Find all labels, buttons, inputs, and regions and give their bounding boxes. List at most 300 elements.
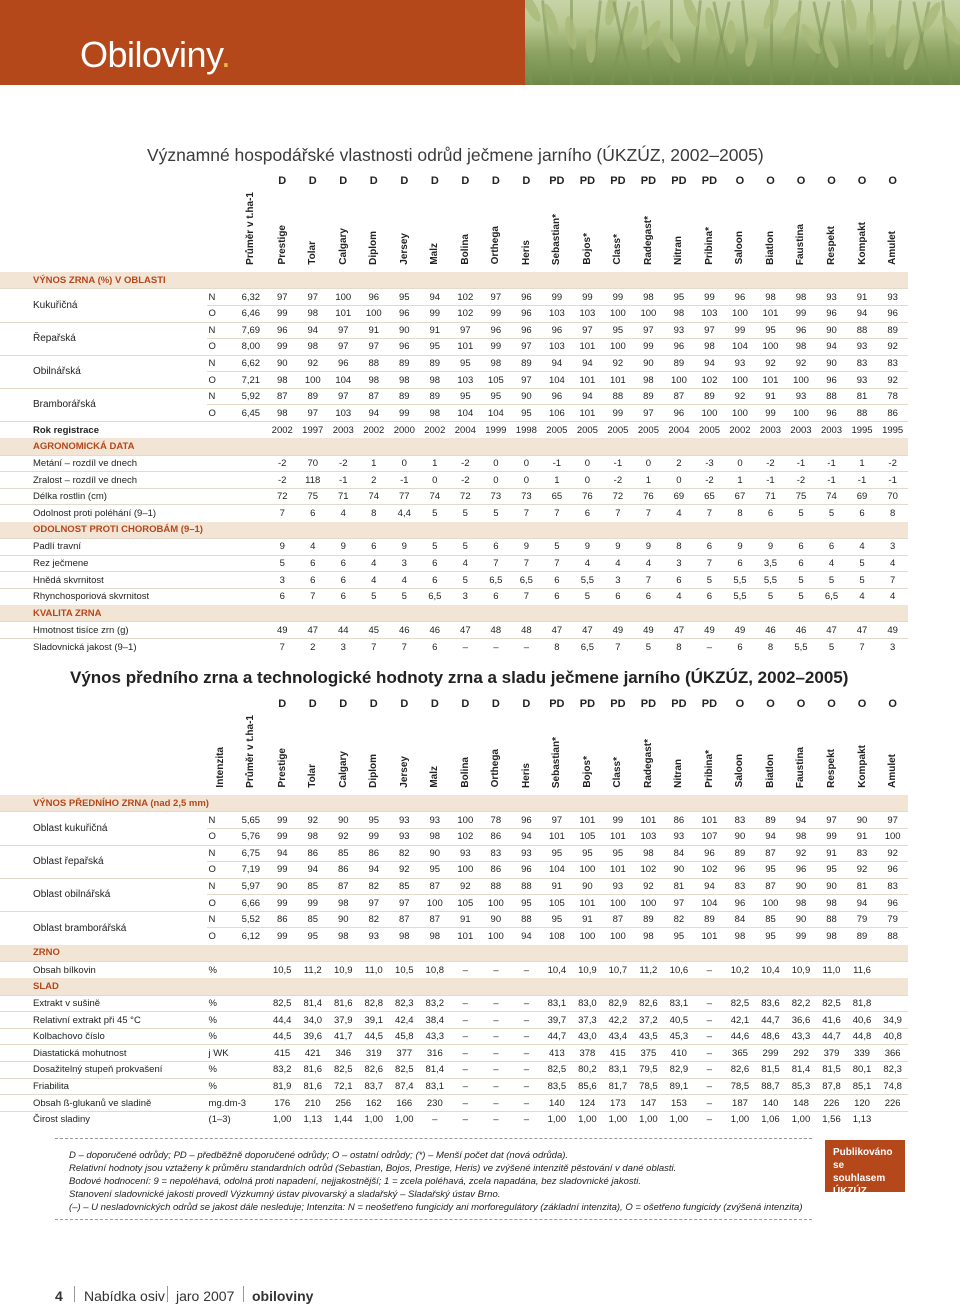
- value-cell: 7: [389, 639, 420, 656]
- value-cell: 72: [267, 488, 298, 505]
- value-cell: 91: [847, 289, 878, 306]
- blank-cell: [235, 995, 267, 1012]
- value-cell: 43,3: [786, 1028, 817, 1045]
- value-cell: 1,00: [664, 1111, 695, 1128]
- category-code: PD: [640, 698, 657, 710]
- intensity-code: N: [207, 388, 235, 405]
- blank-cell: [207, 639, 235, 656]
- footer-divider: [167, 1286, 168, 1302]
- variety-header: [786, 192, 817, 272]
- value-cell: 98: [267, 372, 298, 389]
- value-cell: –: [450, 995, 481, 1012]
- blank-cell: [235, 505, 267, 522]
- value-cell: 118: [297, 472, 328, 489]
- value-cell: 96: [877, 895, 908, 912]
- value-cell: 91: [420, 322, 451, 339]
- value-cell: 5: [481, 505, 512, 522]
- value-cell: 100: [664, 372, 695, 389]
- value-cell: –: [481, 1062, 512, 1079]
- value-cell: 98: [328, 928, 359, 945]
- row-label: Kolbachovo číslo: [0, 1028, 207, 1045]
- value-cell: 96: [816, 405, 847, 422]
- average-value: 5,52: [235, 911, 267, 928]
- value-cell: 5,5: [572, 572, 603, 589]
- value-cell: 49: [633, 622, 664, 639]
- header-average: [235, 192, 267, 272]
- value-cell: 94: [847, 305, 878, 322]
- section-title: AGRONOMICKÁ DATA: [0, 438, 908, 455]
- value-cell: 82,5: [267, 995, 298, 1012]
- average-value: 6,45: [235, 405, 267, 422]
- value-cell: 10,5: [267, 962, 298, 979]
- value-cell: 102: [694, 862, 725, 879]
- variety-name: Kompakt: [856, 222, 868, 265]
- category-code: D: [522, 698, 531, 710]
- value-cell: 45: [359, 622, 390, 639]
- value-cell: 82,5: [816, 995, 847, 1012]
- row-label: Zralost – rozdíl ve dnech: [0, 472, 207, 489]
- value-cell: 1,00: [786, 1111, 817, 1128]
- value-cell: –: [511, 995, 542, 1012]
- value-cell: 89,1: [664, 1078, 695, 1095]
- value-cell: 46: [389, 622, 420, 639]
- value-cell: –: [450, 1028, 481, 1045]
- value-cell: 6,5: [511, 572, 542, 589]
- value-cell: 81,4: [297, 995, 328, 1012]
- category-code: O: [827, 175, 836, 187]
- value-cell: 3: [877, 639, 908, 656]
- value-cell: 85: [755, 911, 786, 928]
- value-cell: 83,2: [267, 1062, 298, 1079]
- value-cell: 0: [481, 472, 512, 489]
- value-cell: 96: [511, 862, 542, 879]
- table-row: [0, 812, 908, 829]
- row-label: Diastatická mohutnost: [0, 1045, 207, 1062]
- value-cell: 83,1: [420, 1078, 451, 1095]
- value-cell: 6: [816, 539, 847, 556]
- average-value: 6,62: [235, 355, 267, 372]
- value-cell: 97: [328, 339, 359, 356]
- blank-cell: [235, 962, 267, 979]
- table-row: [0, 878, 908, 895]
- variety-header: [267, 192, 298, 272]
- value-cell: 102: [450, 289, 481, 306]
- header-categories: [0, 170, 908, 192]
- value-cell: 93: [786, 388, 817, 405]
- value-cell: 0: [572, 472, 603, 489]
- average-value: 6,75: [235, 845, 267, 862]
- value-cell: 37,2: [633, 1012, 664, 1029]
- variety-name: Amulet: [887, 753, 899, 788]
- value-cell: 4: [847, 539, 878, 556]
- value-cell: 94: [420, 289, 451, 306]
- value-cell: 75: [786, 488, 817, 505]
- value-cell: 72,1: [328, 1078, 359, 1095]
- unit-cell: %: [207, 1012, 235, 1029]
- value-cell: 98: [816, 928, 847, 945]
- value-cell: 91: [359, 322, 390, 339]
- intensity-code: N: [207, 911, 235, 928]
- value-cell: 87: [420, 911, 451, 928]
- row-label: Čirost sladiny: [0, 1111, 207, 1128]
- value-cell: 100: [603, 895, 634, 912]
- value-cell: 5: [847, 572, 878, 589]
- value-cell: 101: [572, 895, 603, 912]
- blank-cell: [207, 572, 235, 589]
- value-cell: 10,4: [542, 962, 573, 979]
- value-cell: 70: [297, 455, 328, 472]
- value-cell: 101: [603, 828, 634, 845]
- value-cell: 71: [755, 488, 786, 505]
- table-row: [0, 588, 908, 605]
- value-cell: 5: [847, 555, 878, 572]
- category-code: D: [491, 175, 500, 187]
- unit-cell: j WK: [207, 1045, 235, 1062]
- value-cell: 86: [297, 845, 328, 862]
- value-cell: 96: [664, 405, 695, 422]
- value-cell: 6: [694, 588, 725, 605]
- table-row: [0, 1028, 908, 1045]
- value-cell: 339: [847, 1045, 878, 1062]
- category-code: D: [308, 698, 317, 710]
- category-code: PD: [701, 698, 718, 710]
- value-cell: -2: [328, 455, 359, 472]
- value-cell: 82,5: [389, 1062, 420, 1079]
- variety-name: Malz: [429, 766, 441, 788]
- header-blank: [0, 170, 207, 192]
- value-cell: 6: [267, 588, 298, 605]
- value-cell: 93: [603, 878, 634, 895]
- variety-name: Prestige: [276, 748, 288, 788]
- value-cell: 8: [725, 505, 756, 522]
- value-cell: 95: [542, 911, 573, 928]
- value-cell: 3: [603, 572, 634, 589]
- value-cell: 44,7: [816, 1028, 847, 1045]
- unit-cell: (1–3): [207, 1111, 235, 1128]
- table-row: [0, 639, 908, 656]
- value-cell: 99: [267, 339, 298, 356]
- value-cell: 83,1: [664, 995, 695, 1012]
- value-cell: –: [694, 1045, 725, 1062]
- value-cell: 75: [297, 488, 328, 505]
- value-cell: 6: [603, 588, 634, 605]
- value-cell: 82: [664, 911, 695, 928]
- value-cell: 8: [359, 505, 390, 522]
- value-cell: 2003: [328, 422, 359, 439]
- unit-cell: %: [207, 1078, 235, 1095]
- value-cell: 82,3: [877, 1062, 908, 1079]
- variety-header: [481, 715, 512, 795]
- value-cell: 2002: [267, 422, 298, 439]
- value-cell: 4: [877, 555, 908, 572]
- value-cell: 101: [572, 372, 603, 389]
- value-cell: 99: [389, 405, 420, 422]
- average-value: 7,21: [235, 372, 267, 389]
- unit-cell: %: [207, 962, 235, 979]
- value-cell: –: [694, 1062, 725, 1079]
- value-cell: 415: [603, 1045, 634, 1062]
- value-cell: 47: [297, 622, 328, 639]
- category-code: D: [430, 698, 439, 710]
- value-cell: 100: [450, 862, 481, 879]
- value-cell: 83,5: [542, 1078, 573, 1095]
- value-cell: 88: [603, 388, 634, 405]
- value-cell: 44,7: [542, 1028, 573, 1045]
- value-cell: 7: [297, 588, 328, 605]
- value-cell: 87: [359, 388, 390, 405]
- value-cell: 97: [328, 322, 359, 339]
- header-average: [235, 715, 267, 795]
- header-blank: [0, 715, 207, 795]
- average-value: 5,97: [235, 878, 267, 895]
- variety-name: Class*: [612, 757, 624, 788]
- value-cell: 79: [847, 911, 878, 928]
- value-cell: 7: [542, 505, 573, 522]
- value-cell: 97: [359, 895, 390, 912]
- value-cell: -2: [877, 455, 908, 472]
- value-cell: 1,00: [389, 1111, 420, 1128]
- value-cell: 87: [755, 878, 786, 895]
- value-cell: 46: [786, 622, 817, 639]
- value-cell: 11,2: [633, 962, 664, 979]
- variety-name: Orthega: [490, 749, 502, 788]
- value-cell: 74,8: [877, 1078, 908, 1095]
- value-cell: 6: [328, 588, 359, 605]
- blank-cell: [235, 555, 267, 572]
- average-label: Průměr v t.ha-1: [245, 715, 257, 788]
- value-cell: 97: [664, 895, 695, 912]
- value-cell: 92: [786, 355, 817, 372]
- value-cell: 2: [297, 639, 328, 656]
- value-cell: 98: [725, 928, 756, 945]
- value-cell: 87,8: [816, 1078, 847, 1095]
- value-cell: 100: [633, 895, 664, 912]
- value-cell: 98: [786, 895, 817, 912]
- value-cell: 83: [725, 812, 756, 829]
- value-cell: 95: [755, 928, 786, 945]
- table-row: [0, 488, 908, 505]
- value-cell: 82,6: [725, 1062, 756, 1079]
- blank-cell: [207, 539, 235, 556]
- variety-name: Bojos*: [581, 233, 593, 265]
- table-row: [0, 555, 908, 572]
- footer-issue: jaro 2007: [176, 1288, 235, 1304]
- value-cell: 103: [450, 372, 481, 389]
- value-cell: 83: [847, 845, 878, 862]
- value-cell: 101: [572, 405, 603, 422]
- value-cell: 65: [542, 488, 573, 505]
- value-cell: 1,00: [633, 1111, 664, 1128]
- value-cell: 5: [572, 588, 603, 605]
- value-cell: 98: [664, 305, 695, 322]
- table-row: [0, 572, 908, 589]
- value-cell: 85: [297, 911, 328, 928]
- variety-name: Radegast*: [642, 738, 654, 788]
- value-cell: 95: [816, 862, 847, 879]
- intensity-code: N: [207, 289, 235, 306]
- variety-name: Pribina*: [703, 750, 715, 788]
- category-code: D: [430, 175, 439, 187]
- value-cell: 103: [633, 828, 664, 845]
- value-cell: 77: [389, 488, 420, 505]
- value-cell: 7: [603, 505, 634, 522]
- value-cell: 49: [725, 622, 756, 639]
- intensity-code: O: [207, 828, 235, 845]
- value-cell: 78: [481, 812, 512, 829]
- value-cell: 187: [725, 1095, 756, 1112]
- variety-header: [389, 715, 420, 795]
- row-label: Padlí travní: [0, 539, 207, 556]
- variety-header: [755, 192, 786, 272]
- value-cell: 101: [572, 812, 603, 829]
- value-cell: 0: [664, 472, 695, 489]
- row-label: Metání – rozdíl ve dnech: [0, 455, 207, 472]
- variety-name: Bojos*: [581, 756, 593, 788]
- value-cell: 3: [877, 539, 908, 556]
- value-cell: 69: [847, 488, 878, 505]
- value-cell: 7: [267, 639, 298, 656]
- variety-name: Malz: [429, 243, 441, 265]
- value-cell: 124: [572, 1095, 603, 1112]
- value-cell: 1,56: [816, 1111, 847, 1128]
- value-cell: 95: [511, 895, 542, 912]
- value-cell: 89: [877, 322, 908, 339]
- category-code: D: [339, 175, 348, 187]
- value-cell: 48,6: [755, 1028, 786, 1045]
- average-value: 6,32: [235, 289, 267, 306]
- value-cell: 173: [603, 1095, 634, 1112]
- value-cell: 104: [694, 895, 725, 912]
- value-cell: 99: [786, 928, 817, 945]
- value-cell: 97: [297, 405, 328, 422]
- variety-name: Heris: [520, 239, 532, 265]
- value-cell: 100: [603, 305, 634, 322]
- variety-header: [328, 192, 359, 272]
- value-cell: -1: [786, 455, 817, 472]
- value-cell: 39,7: [542, 1012, 573, 1029]
- category-code: PD: [610, 698, 626, 710]
- average-value: 5,92: [235, 388, 267, 405]
- area-name: Bramborářská: [0, 388, 207, 421]
- value-cell: 46: [420, 622, 451, 639]
- value-cell: 90: [847, 812, 878, 829]
- value-cell: 5: [755, 588, 786, 605]
- category-code: D: [400, 698, 409, 710]
- intensity-code: O: [207, 928, 235, 945]
- value-cell: 7: [633, 572, 664, 589]
- value-cell: 41,7: [328, 1028, 359, 1045]
- row-label: Hmotnost tisíce zrn (g): [0, 622, 207, 639]
- value-cell: 94: [267, 845, 298, 862]
- blank-cell: [235, 639, 267, 656]
- value-cell: 97: [542, 812, 573, 829]
- value-cell: 45,3: [664, 1028, 695, 1045]
- value-cell: 93: [359, 928, 390, 945]
- value-cell: -2: [267, 455, 298, 472]
- value-cell: 100: [694, 405, 725, 422]
- value-cell: 93: [389, 812, 420, 829]
- value-cell: –: [511, 962, 542, 979]
- value-cell: 44,8: [847, 1028, 878, 1045]
- value-cell: 94: [511, 928, 542, 945]
- value-cell: –: [481, 639, 512, 656]
- value-cell: 86: [481, 862, 512, 879]
- value-cell: 89: [847, 928, 878, 945]
- value-cell: 96: [786, 322, 817, 339]
- value-cell: –: [450, 962, 481, 979]
- value-cell: 91: [755, 388, 786, 405]
- value-cell: 104: [542, 372, 573, 389]
- value-cell: 94: [847, 895, 878, 912]
- value-cell: 94: [297, 862, 328, 879]
- area-name: Obilnářská: [0, 355, 207, 388]
- value-cell: 98: [420, 372, 451, 389]
- value-cell: 87: [755, 845, 786, 862]
- value-cell: 2002: [725, 422, 756, 439]
- variety-name: Calgary: [337, 751, 349, 788]
- value-cell: 108: [542, 928, 573, 945]
- category-code: O: [888, 698, 897, 710]
- value-cell: 7: [511, 555, 542, 572]
- variety-header: [297, 715, 328, 795]
- footnote-line: Bodové hodnocení: 9 = nepoléhavá, odolná proti napadení, nejjakostnější; 1 = zcela poléhavá, zcela napadána, bez sladovnické jakosti.: [69, 1176, 641, 1187]
- value-cell: 47: [816, 622, 847, 639]
- value-cell: 89: [420, 388, 451, 405]
- value-cell: 82,6: [359, 1062, 390, 1079]
- value-cell: 100: [877, 828, 908, 845]
- value-cell: 8: [664, 639, 695, 656]
- value-cell: -2: [450, 472, 481, 489]
- value-cell: 81,5: [755, 1062, 786, 1079]
- value-cell: 7: [694, 555, 725, 572]
- row-label: Obsah bílkovin: [0, 962, 207, 979]
- value-cell: 96: [542, 322, 573, 339]
- value-cell: 1,13: [847, 1111, 878, 1128]
- value-cell: 6: [481, 539, 512, 556]
- value-cell: 90: [816, 355, 847, 372]
- variety-header: [328, 715, 359, 795]
- value-cell: 89: [664, 355, 695, 372]
- value-cell: -1: [755, 472, 786, 489]
- value-cell: 5,5: [755, 572, 786, 589]
- category-code: O: [766, 698, 775, 710]
- value-cell: 97: [359, 339, 390, 356]
- value-cell: 99: [603, 812, 634, 829]
- value-cell: 90: [328, 911, 359, 928]
- value-cell: 7: [877, 572, 908, 589]
- value-cell: 5: [420, 539, 451, 556]
- intensity-code: O: [207, 305, 235, 322]
- blank-cell: [877, 1111, 908, 1128]
- value-cell: 82,9: [664, 1062, 695, 1079]
- value-cell: 83,6: [755, 995, 786, 1012]
- value-cell: 97: [450, 322, 481, 339]
- value-cell: 92: [755, 355, 786, 372]
- value-cell: 70: [877, 488, 908, 505]
- value-cell: 89: [633, 911, 664, 928]
- value-cell: 98: [389, 928, 420, 945]
- category-code: D: [522, 175, 531, 187]
- intensity-code: O: [207, 339, 235, 356]
- value-cell: 98: [420, 928, 451, 945]
- variety-header: [877, 192, 908, 272]
- blank-cell: [235, 1012, 267, 1029]
- value-cell: 83,7: [359, 1078, 390, 1095]
- value-cell: 7: [511, 505, 542, 522]
- blank-cell: [207, 622, 235, 639]
- value-cell: 95: [389, 289, 420, 306]
- value-cell: 0: [511, 472, 542, 489]
